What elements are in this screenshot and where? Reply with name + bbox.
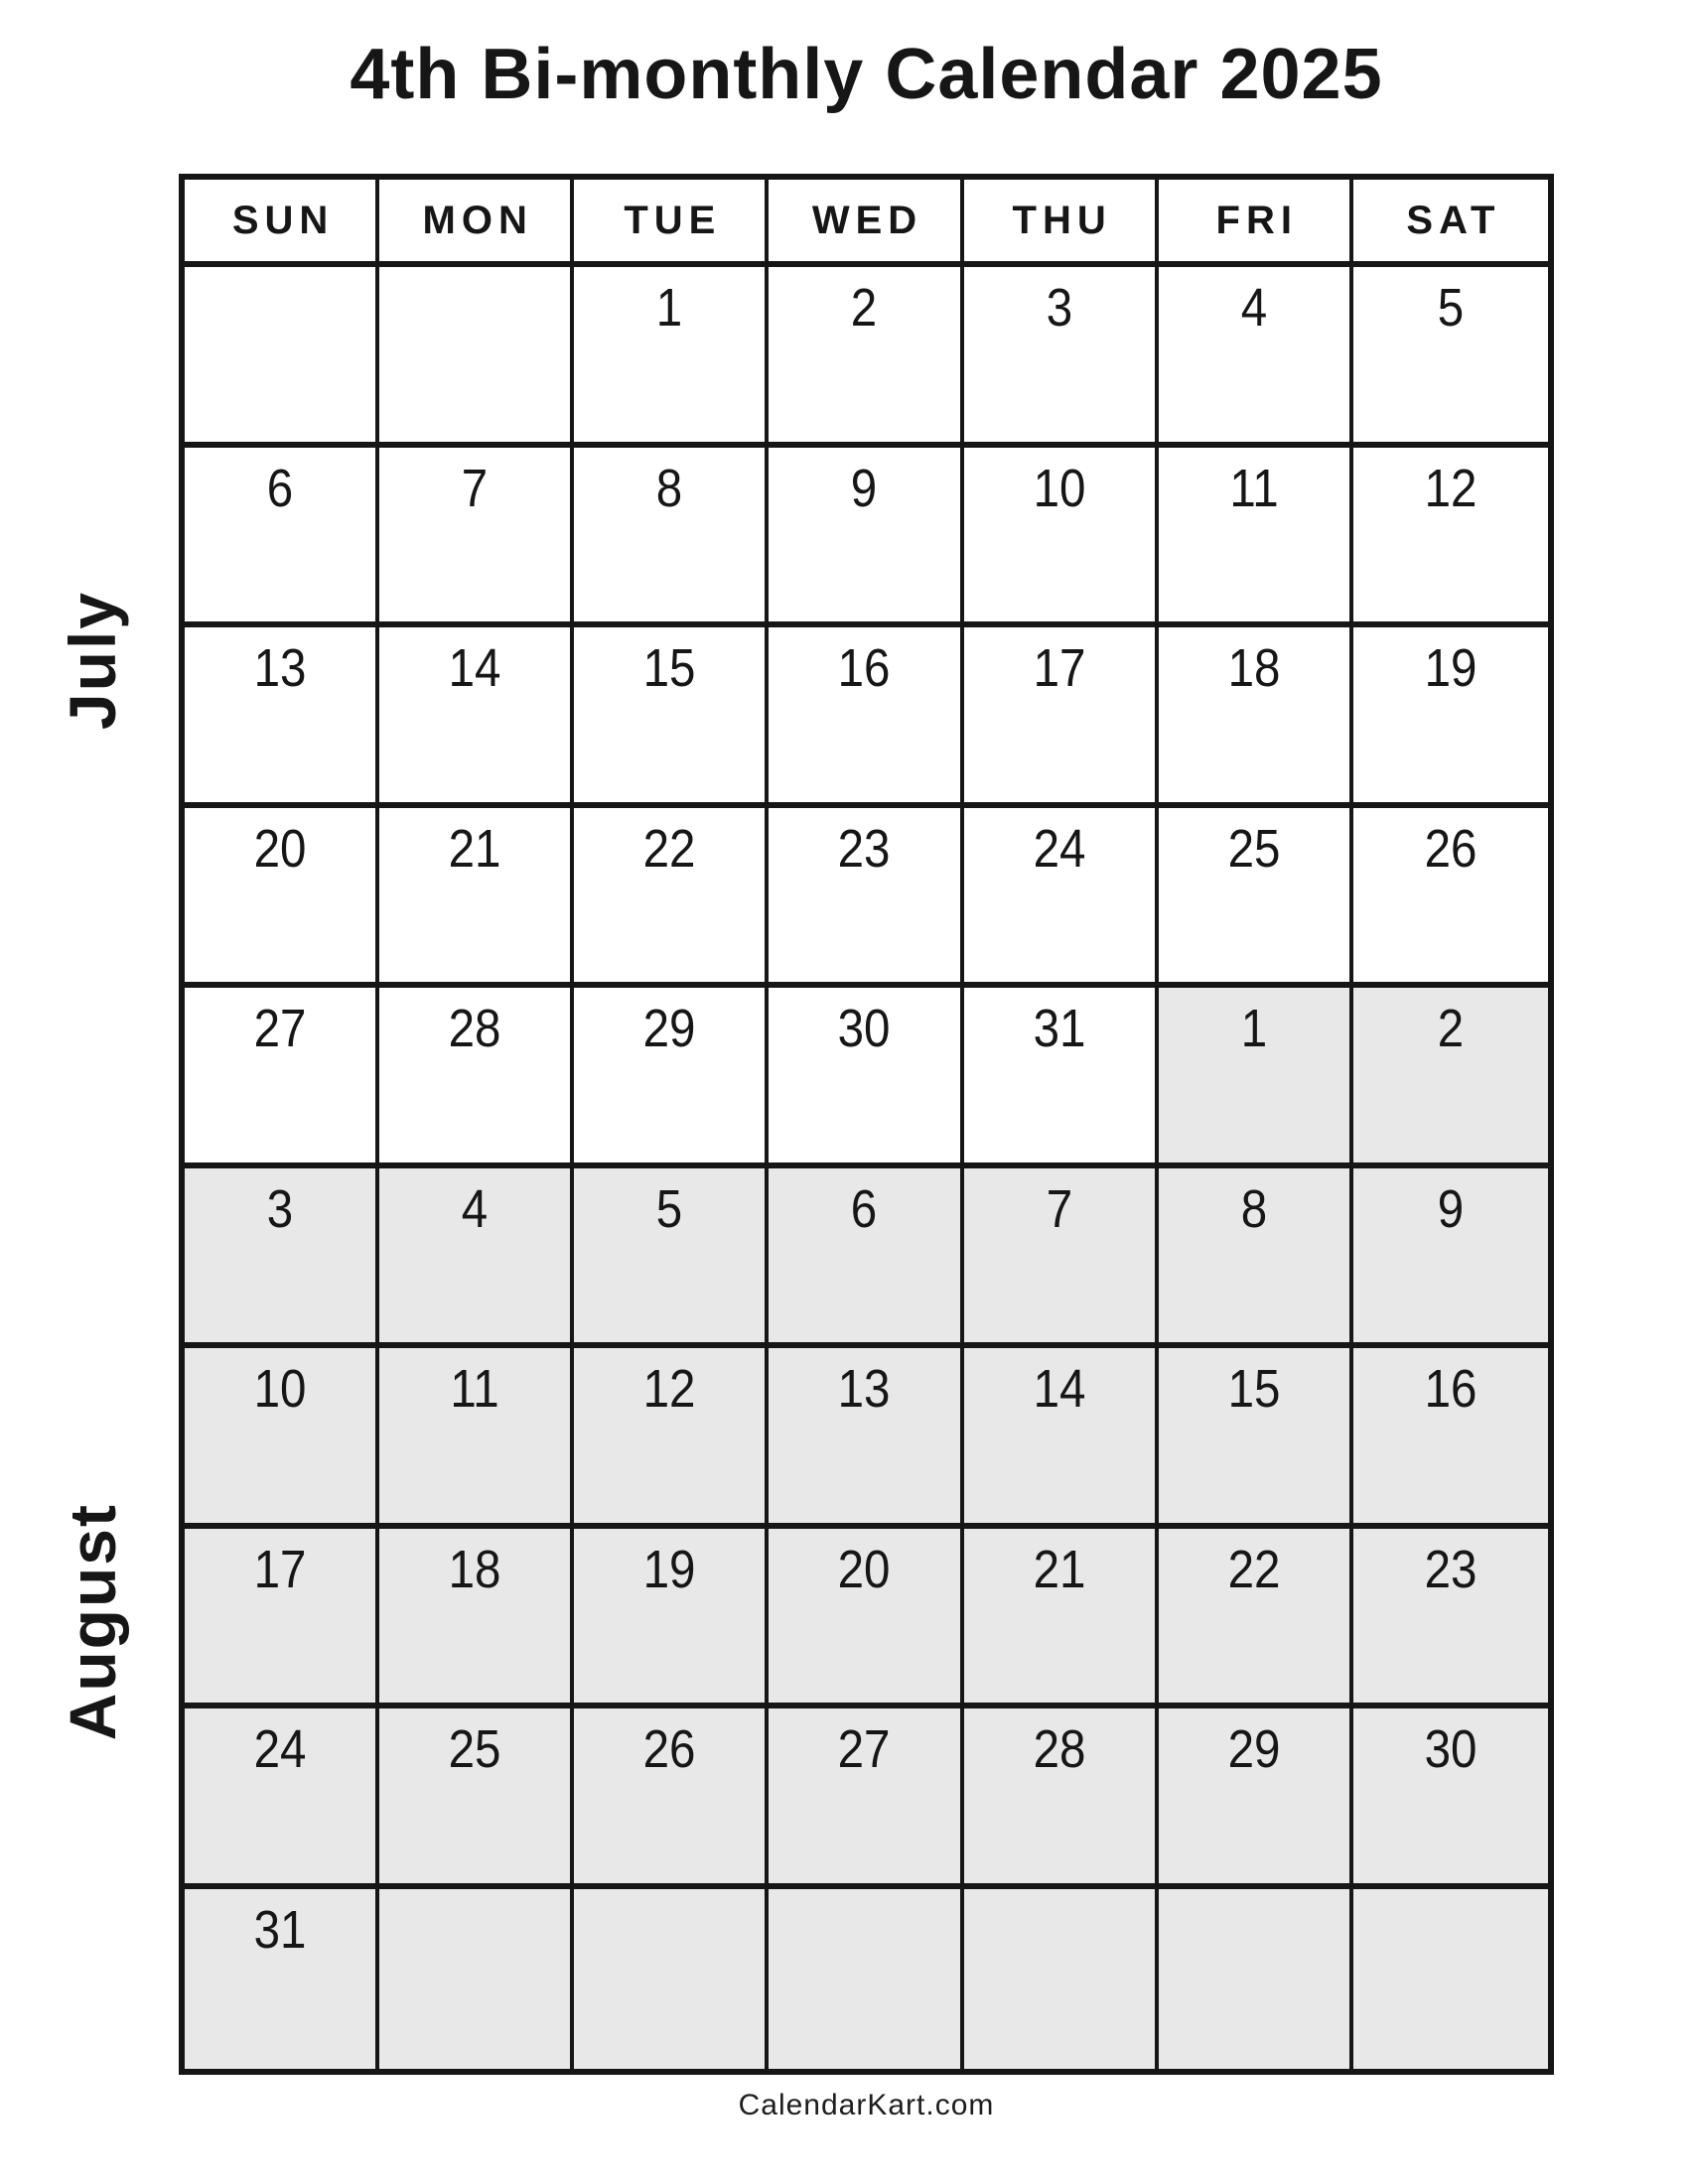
day-cell bbox=[379, 1348, 574, 1529]
day-number: 1 bbox=[1240, 999, 1267, 1058]
day-cell bbox=[379, 1529, 574, 1709]
day-cell bbox=[1353, 1708, 1548, 1889]
day-number: 13 bbox=[838, 1359, 891, 1419]
day-cell bbox=[1353, 267, 1548, 448]
day-cell bbox=[574, 1889, 769, 2070]
weekday-header-sun: SUN bbox=[185, 180, 379, 267]
day-cell bbox=[185, 448, 379, 628]
day-number: 7 bbox=[1046, 1178, 1072, 1239]
day-cell bbox=[769, 627, 963, 808]
month-label-july bbox=[18, 263, 167, 1057]
day-cell bbox=[964, 1168, 1159, 1349]
day-cell bbox=[1159, 627, 1353, 808]
day-cell bbox=[574, 267, 769, 448]
day-cell bbox=[1159, 1889, 1353, 2070]
day-number: 24 bbox=[1033, 818, 1086, 879]
weekday-header-tue: TUE bbox=[574, 180, 769, 267]
day-cell bbox=[964, 627, 1159, 808]
day-cell bbox=[769, 1168, 963, 1349]
day-cell bbox=[1353, 1529, 1548, 1709]
day-cell bbox=[574, 808, 769, 989]
day-number: 19 bbox=[642, 1539, 696, 1599]
day-number: 10 bbox=[1033, 458, 1086, 518]
footer-watermark: CalendarKart.com bbox=[738, 2089, 995, 2121]
day-cell bbox=[379, 1168, 574, 1349]
day-cell bbox=[574, 1168, 769, 1349]
day-cell bbox=[185, 1889, 379, 2070]
weekday-header-wed: WED bbox=[769, 180, 963, 267]
day-number: 9 bbox=[851, 458, 878, 518]
day-number: 5 bbox=[1437, 278, 1465, 338]
calendar-grid bbox=[179, 174, 1554, 2075]
day-number: 28 bbox=[448, 999, 501, 1058]
day-cell bbox=[1353, 1168, 1548, 1349]
day-number: 21 bbox=[448, 818, 501, 879]
day-cell bbox=[769, 808, 963, 989]
day-number: 1 bbox=[656, 278, 683, 338]
day-cell bbox=[769, 1708, 963, 1889]
day-number: 16 bbox=[1424, 1359, 1477, 1419]
day-number: 11 bbox=[450, 1359, 499, 1419]
day-number: 10 bbox=[253, 1359, 307, 1419]
day-cell bbox=[1353, 448, 1548, 628]
day-cell bbox=[379, 627, 574, 808]
day-cell bbox=[574, 988, 769, 1168]
day-number: 12 bbox=[642, 1359, 696, 1419]
day-cell bbox=[379, 808, 574, 989]
month-label-august-text: August bbox=[56, 1503, 129, 1741]
month-label-july-text: July bbox=[56, 590, 129, 731]
day-cell bbox=[185, 627, 379, 808]
day-cell bbox=[574, 1348, 769, 1529]
day-cell bbox=[379, 1889, 574, 2070]
day-number: 2 bbox=[1437, 999, 1465, 1058]
day-cell bbox=[1159, 1168, 1353, 1349]
day-number: 29 bbox=[642, 999, 696, 1058]
day-cell bbox=[769, 1529, 963, 1709]
day-number: 27 bbox=[838, 1719, 891, 1779]
day-cell bbox=[769, 267, 963, 448]
day-number: 15 bbox=[642, 638, 696, 698]
day-cell bbox=[964, 448, 1159, 628]
day-cell bbox=[1353, 988, 1548, 1168]
day-number: 17 bbox=[1033, 638, 1086, 698]
day-cell bbox=[574, 448, 769, 628]
day-number: 25 bbox=[448, 1719, 501, 1779]
day-cell bbox=[185, 1529, 379, 1709]
day-cell bbox=[1353, 1889, 1548, 2070]
day-cell bbox=[964, 1529, 1159, 1709]
day-cell bbox=[964, 1348, 1159, 1529]
day-number: 23 bbox=[838, 818, 891, 879]
day-number: 28 bbox=[1033, 1719, 1086, 1779]
day-cell bbox=[185, 267, 379, 448]
day-number: 22 bbox=[642, 818, 696, 879]
weekday-header-sat: SAT bbox=[1353, 180, 1548, 267]
day-number: 4 bbox=[1240, 278, 1267, 338]
day-number: 8 bbox=[1240, 1178, 1267, 1239]
day-cell bbox=[379, 1708, 574, 1889]
day-number: 15 bbox=[1227, 1359, 1281, 1419]
day-number: 30 bbox=[838, 999, 891, 1058]
day-number: 14 bbox=[448, 638, 501, 698]
month-label-august bbox=[18, 1169, 167, 2075]
day-number: 24 bbox=[253, 1719, 307, 1779]
day-cell bbox=[574, 627, 769, 808]
day-cell bbox=[1159, 988, 1353, 1168]
day-cell bbox=[185, 988, 379, 1168]
day-cell bbox=[964, 808, 1159, 989]
day-cell bbox=[185, 1348, 379, 1529]
day-cell bbox=[1353, 627, 1548, 808]
day-cell bbox=[574, 1529, 769, 1709]
weekday-header-thu: THU bbox=[964, 180, 1159, 267]
day-number: 18 bbox=[1227, 638, 1281, 698]
day-number: 31 bbox=[1033, 999, 1086, 1058]
day-number: 31 bbox=[253, 1899, 307, 1960]
day-number: 19 bbox=[1424, 638, 1477, 698]
day-cell bbox=[379, 267, 574, 448]
day-cell bbox=[185, 808, 379, 989]
day-number: 22 bbox=[1227, 1539, 1281, 1599]
day-number: 27 bbox=[253, 999, 307, 1058]
day-number: 11 bbox=[1229, 458, 1279, 518]
day-cell bbox=[185, 1168, 379, 1349]
day-cell bbox=[964, 988, 1159, 1168]
day-cell bbox=[769, 1348, 963, 1529]
day-cell bbox=[1159, 267, 1353, 448]
weekday-header-fri: FRI bbox=[1159, 180, 1353, 267]
day-cell bbox=[1159, 1529, 1353, 1709]
day-number: 6 bbox=[851, 1178, 878, 1239]
page-title: 4th Bi-monthly Calendar 2025 bbox=[350, 35, 1383, 114]
day-cell bbox=[769, 1889, 963, 2070]
day-cell bbox=[1353, 808, 1548, 989]
day-cell bbox=[964, 1708, 1159, 1889]
day-cell bbox=[1353, 1348, 1548, 1529]
day-cell bbox=[185, 1708, 379, 1889]
day-number: 14 bbox=[1033, 1359, 1086, 1419]
day-cell bbox=[1159, 1348, 1353, 1529]
day-cell bbox=[379, 448, 574, 628]
day-number: 7 bbox=[461, 458, 489, 518]
day-number: 3 bbox=[1046, 278, 1072, 338]
day-number: 6 bbox=[266, 458, 294, 518]
day-cell bbox=[1159, 448, 1353, 628]
day-number: 8 bbox=[656, 458, 683, 518]
day-cell bbox=[379, 988, 574, 1168]
day-number: 12 bbox=[1424, 458, 1477, 518]
day-number: 21 bbox=[1033, 1539, 1086, 1599]
day-cell bbox=[964, 267, 1159, 448]
day-number: 5 bbox=[656, 1178, 683, 1239]
day-number: 4 bbox=[461, 1178, 489, 1239]
day-number: 20 bbox=[838, 1539, 891, 1599]
day-number: 26 bbox=[1424, 818, 1477, 879]
day-number: 20 bbox=[253, 818, 307, 879]
day-number: 18 bbox=[448, 1539, 501, 1599]
day-cell bbox=[574, 1708, 769, 1889]
day-number: 13 bbox=[253, 638, 307, 698]
day-number: 2 bbox=[851, 278, 878, 338]
day-cell bbox=[769, 448, 963, 628]
day-number: 17 bbox=[253, 1539, 307, 1599]
day-number: 29 bbox=[1227, 1719, 1281, 1779]
day-number: 23 bbox=[1424, 1539, 1477, 1599]
day-number: 16 bbox=[838, 638, 891, 698]
day-number: 9 bbox=[1437, 1178, 1465, 1239]
day-cell bbox=[1159, 808, 1353, 989]
weekday-header-mon: MON bbox=[379, 180, 574, 267]
day-number: 26 bbox=[642, 1719, 696, 1779]
day-number: 3 bbox=[266, 1178, 294, 1239]
day-number: 25 bbox=[1227, 818, 1281, 879]
day-number: 30 bbox=[1424, 1719, 1477, 1779]
day-cell bbox=[769, 988, 963, 1168]
day-cell bbox=[964, 1889, 1159, 2070]
day-cell bbox=[1159, 1708, 1353, 1889]
